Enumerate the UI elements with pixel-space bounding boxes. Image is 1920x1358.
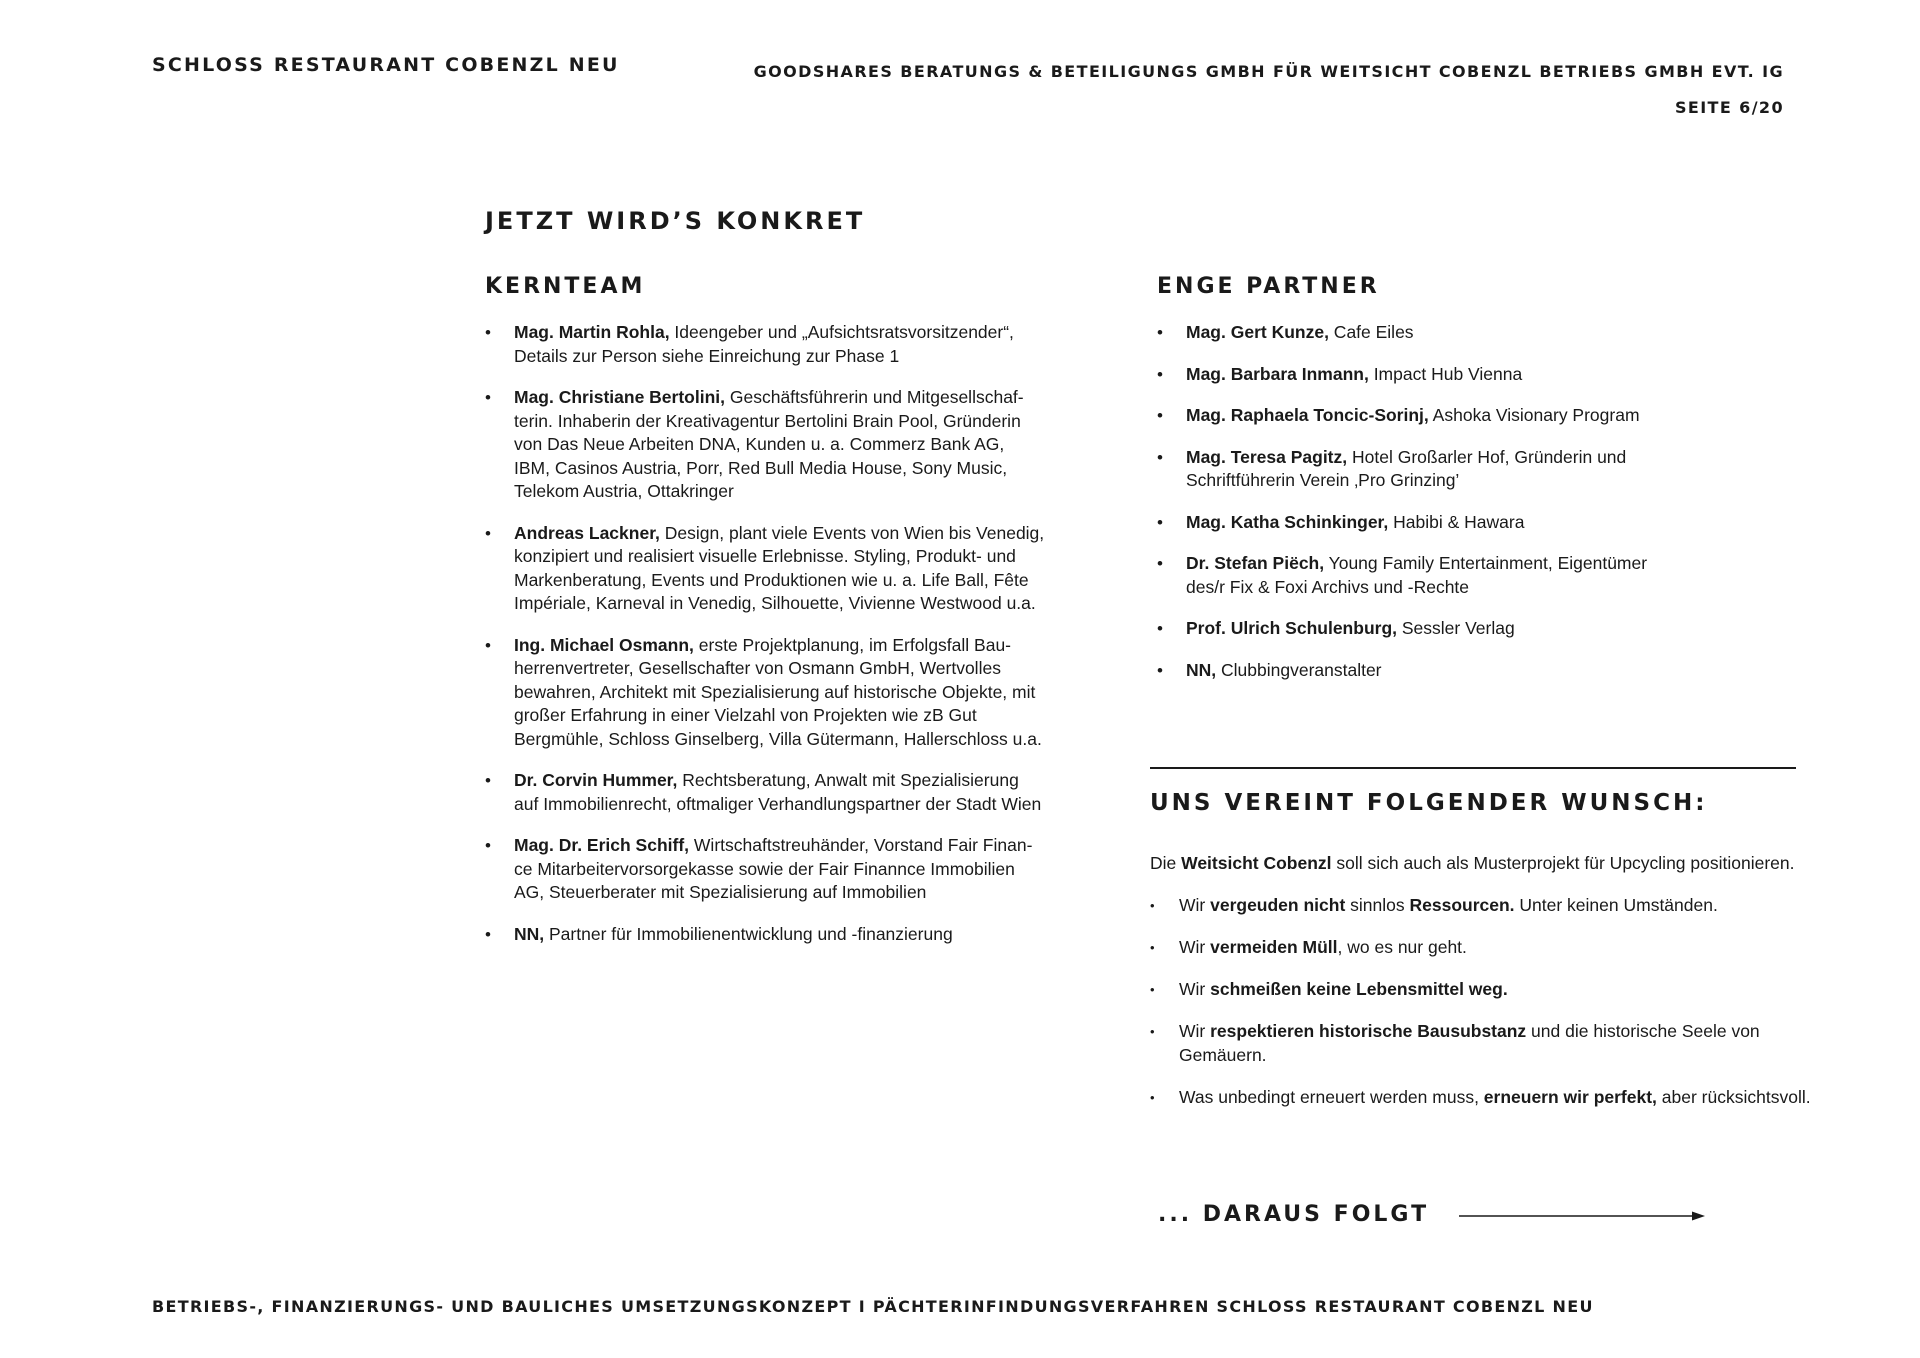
member-description: Rechtsberatung, Anwalt mit Spezialisierung auf Immobilienrecht, oftmaliger Verhandlungspartner der Stadt Wien <box>514 770 1042 814</box>
member-description: Wirtschaftstreuhänder, Vorstand Fair Finan-ce Mitarbeitervorsorgekasse sowie der Fair Finannce Immobilien AG, Steuerberater mit Spezialisierung auf Immobilien <box>514 835 1033 902</box>
section-divider <box>1150 767 1796 769</box>
page-title: JETZT WIRD’S KONKRET <box>485 207 866 235</box>
wish-emphasis: vermeiden Müll <box>1210 937 1338 957</box>
member-description: erste Projektplanung, im Erfolgsfall Bau-herrenvertreter, Gesellschafter von Osmann GmbH, Wertvolles bewahren, Architekt mit Spezialisierung auf historische Objekte, mit großer Erfahrung in einer Vielzahl von Projekten wie zB Gut Bergmühle, Schloss Ginselberg, Villa Gütermann, Hallerschloss u.a. <box>514 634 1042 749</box>
member-name: Mag. Dr. Erich Schiff, <box>514 835 690 855</box>
member-description: Geschäftsführerin und Mitgesellschaf-terin. Inhaberin der Kreativagentur Bertolini Brain Pool, Gründerin von Das Neue Arbeiten DNA, Kunden u. a. Commerz Bank AG, IBM, Casinos Austria, Porr, Red Bull Media House, Sony Music, Telekom Austria, Ottakringer <box>514 387 1024 501</box>
partner-item <box>1157 446 1677 493</box>
wish-intro-text: Die <box>1150 853 1182 873</box>
partners-heading: ENGE PARTNER <box>1157 274 1380 299</box>
member-name: NN, <box>514 923 545 944</box>
header-company-name: GOODSHARES BERATUNGS & BETEILIGUNGS GMBH FÜR WEITSICHT COBENZL BETRIEBS GMBH EVT. IG <box>753 62 1784 81</box>
partner-item <box>1157 404 1677 428</box>
wish-text: Wir <box>1179 1021 1211 1041</box>
arrow-right-icon <box>1459 1210 1705 1222</box>
wish-heading: UNS VEREINT FOLGENDER WUNSCH: <box>1150 790 1708 816</box>
partner-description: Clubbingveranstalter <box>1216 659 1382 680</box>
partner-name: Prof. Ulrich Schulenburg, <box>1186 618 1397 638</box>
header-project-title: SCHLOSS RESTAURANT COBENZL NEU <box>152 54 620 76</box>
wish-text: aber rücksichtsvoll. <box>1656 1086 1811 1107</box>
wish-emphasis: schmeißen keine Lebensmittel weg. <box>1210 979 1508 999</box>
partner-description: Impact Hub Vienna <box>1368 363 1523 384</box>
partner-item <box>1157 552 1677 599</box>
wish-text: Wir <box>1179 895 1211 915</box>
member-name: Dr. Corvin Hummer, <box>514 770 678 790</box>
partner-name: NN, <box>1186 659 1217 680</box>
core-team-list <box>485 321 1045 964</box>
partner-description: Cafe Eiles <box>1328 322 1414 342</box>
core-team-heading: KERNTEAM <box>485 274 646 299</box>
core-team-member <box>485 386 1045 504</box>
partner-item <box>1157 321 1677 345</box>
partner-name: Mag. Raphaela Toncic-Sorinj, <box>1186 405 1429 425</box>
header-company <box>754 54 1784 126</box>
partner-item <box>1157 659 1677 683</box>
wish-item <box>1150 936 1850 960</box>
partner-name: Mag. Katha Schinkinger, <box>1186 511 1389 532</box>
partner-item <box>1157 511 1677 535</box>
partner-name: Mag. Barbara Inmann, <box>1186 363 1369 384</box>
member-name: Ing. Michael Osmann, <box>514 634 694 655</box>
partner-item <box>1157 363 1677 387</box>
wish-emphasis: erneuern wir perfekt, <box>1483 1086 1657 1107</box>
partner-description: Sessler Verlag <box>1397 618 1515 638</box>
wish-intro <box>1150 852 1795 876</box>
partner-description: Habibi & Hawara <box>1388 511 1525 532</box>
wish-emphasis: respektieren historische Bausubstanz <box>1210 1021 1527 1041</box>
wish-text: , wo es nur geht. <box>1337 937 1467 957</box>
footer-text: BETRIEBS-, FINANZIERUNGS- UND BAULICHES UMSETZUNGSKONZEPT I PÄCHTERINFINDUNGSVERFAHREN SCHLOSS RESTAURANT COBENZL NEU <box>152 1297 1594 1316</box>
core-team-member <box>485 769 1045 816</box>
partner-description: Young Family Entertainment, Eigentümer des/r Fix & Foxi Archivs und -Rechte <box>1186 553 1648 597</box>
wish-list <box>1150 894 1850 1128</box>
member-description: Design, plant viele Events von Wien bis Venedig, konzipiert und realisiert visuelle Erlebnisse. Styling, Produkt- und Markenberatung, Events und Produktionen wie u. a. Life Ball, Fête Impériale, Karneval in Venedig, Silhouette, Vivienne Westwood u.a. <box>514 522 1045 613</box>
member-name: Mag. Christiane Bertolini, <box>514 387 725 407</box>
partner-item <box>1157 617 1677 641</box>
core-team-member <box>485 522 1045 616</box>
wish-emphasis: vergeuden nicht <box>1210 895 1346 915</box>
wish-text: Wir <box>1179 937 1211 957</box>
member-description: Ideengeber und „Aufsichtsratsvorsitzender“, Details zur Person siehe Einreichung zur Phase 1 <box>514 322 1014 366</box>
core-team-member <box>485 321 1045 368</box>
core-team-member <box>485 923 1045 947</box>
wish-item <box>1150 1086 1850 1110</box>
wish-emphasis: Ressourcen. <box>1409 895 1515 915</box>
conclusion-label: ... DARAUS FOLGT <box>1158 1202 1430 1227</box>
wish-text: Wir <box>1179 979 1211 999</box>
core-team-member <box>485 834 1045 905</box>
member-description: Partner für Immobilienentwicklung und -finanzierung <box>544 923 953 944</box>
partners-list <box>1157 321 1677 700</box>
partner-description: Hotel Großarler Hof, Gründerin und Schriftführerin Verein ‚Pro Grinzing’ <box>1186 446 1627 490</box>
core-team-member <box>485 634 1045 752</box>
wish-intro-text: soll sich auch als Musterprojekt für Upcycling positionieren. <box>1331 853 1795 873</box>
partner-description: Ashoka Visionary Program <box>1428 405 1640 425</box>
wish-item <box>1150 894 1850 918</box>
page-number: SEITE 6/20 <box>1674 98 1784 117</box>
member-name: Andreas Lackner, <box>514 522 660 543</box>
wish-intro-bold: Weitsicht Cobenzl <box>1181 853 1332 873</box>
wish-item <box>1150 978 1850 1002</box>
partner-name: Mag. Teresa Pagitz, <box>1186 446 1348 467</box>
wish-text: und die historische Seele von Gemäuern. <box>1179 1021 1760 1065</box>
partner-name: Dr. Stefan Piëch, <box>1186 553 1325 573</box>
member-name: Mag. Martin Rohla, <box>514 322 670 342</box>
wish-text: Unter keinen Umständen. <box>1514 895 1718 915</box>
wish-item <box>1150 1020 1850 1067</box>
partner-name: Mag. Gert Kunze, <box>1186 322 1329 342</box>
wish-text: Was unbedingt erneuert werden muss, <box>1179 1086 1484 1107</box>
conclusion <box>1158 1202 1705 1227</box>
wish-text: sinnlos <box>1345 895 1410 915</box>
